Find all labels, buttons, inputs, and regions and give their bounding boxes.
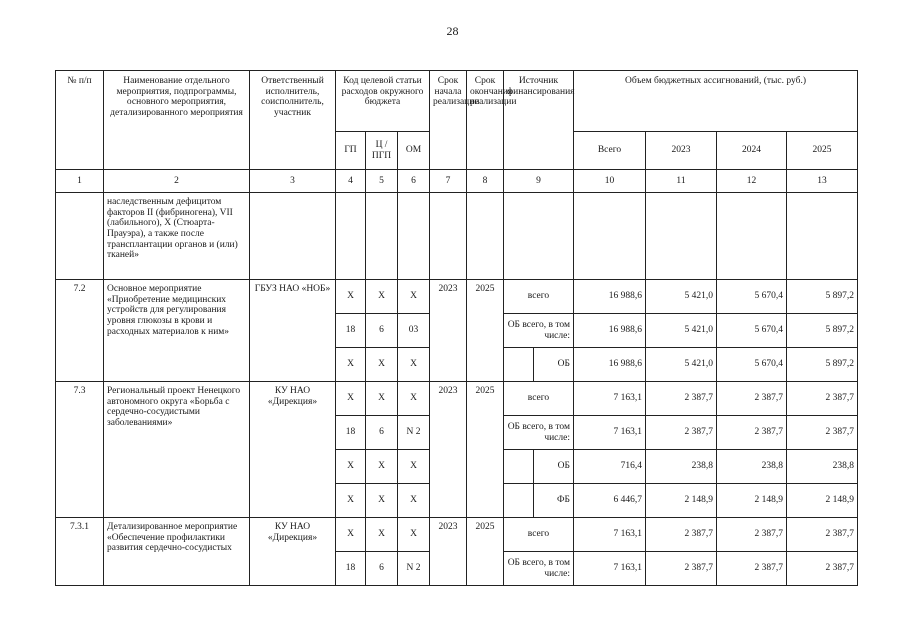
code-cpgp: Х [366, 348, 398, 382]
col-number: 9 [504, 170, 574, 193]
item-start: 2023 [430, 382, 467, 518]
code-gp: Х [336, 518, 366, 552]
funding-source: всего [504, 382, 574, 416]
item-start: 2023 [430, 280, 467, 382]
header-responsible: Ответственный исполнитель, соисполнитель, участник [250, 71, 336, 170]
col-number: 4 [336, 170, 366, 193]
item-end: 2025 [467, 280, 504, 382]
amount-total: 16 988,6 [574, 348, 646, 382]
col-number: 11 [646, 170, 717, 193]
amount-2024: 2 387,7 [717, 382, 787, 416]
table-row [56, 518, 858, 552]
code-gp: Х [336, 382, 366, 416]
funding-source: всего [504, 280, 574, 314]
item-start: 2023 [430, 518, 467, 586]
code-om: N 2 [398, 552, 430, 586]
amount-2023: 238,8 [646, 450, 717, 484]
amount-2023: 2 387,7 [646, 552, 717, 586]
continuation-row [56, 193, 858, 280]
col-number: 6 [398, 170, 430, 193]
code-cpgp: Х [366, 280, 398, 314]
amount-total: 716,4 [574, 450, 646, 484]
amount-2023: 2 148,9 [646, 484, 717, 518]
table-row [56, 382, 858, 416]
col-number: 7 [430, 170, 467, 193]
col-number: 8 [467, 170, 504, 193]
code-om: Х [398, 518, 430, 552]
header-name: Наименование отдельного мероприятия, подпрограммы, основного мероприятия, детализированного мероприятия [104, 71, 250, 170]
header-2023: 2023 [646, 132, 717, 170]
code-om: Х [398, 280, 430, 314]
item-name: Региональный проект Ненецкого автономного округа «Борьба с сердечно-сосудистыми заболеваниями» [104, 382, 250, 518]
code-gp: Х [336, 348, 366, 382]
amount-2025: 2 387,7 [787, 416, 858, 450]
amount-2024: 2 387,7 [717, 552, 787, 586]
continuation-text: наследственным дефицитом факторов II (фибриногена), VII (лабильного), X (Стюарта-Прауэра), а также после трансплантации органов и (или) тканей» [104, 193, 250, 280]
amount-2024: 5 670,4 [717, 314, 787, 348]
amount-2025: 5 897,2 [787, 314, 858, 348]
col-number: 3 [250, 170, 336, 193]
amount-2023: 2 387,7 [646, 382, 717, 416]
table-row [56, 280, 858, 314]
code-om: Х [398, 348, 430, 382]
header-volume: Объем бюджетных ассигнований, (тыс. руб.) [574, 71, 858, 132]
code-cpgp: 6 [366, 552, 398, 586]
amount-2025: 5 897,2 [787, 280, 858, 314]
amount-total: 7 163,1 [574, 552, 646, 586]
code-om: N 2 [398, 416, 430, 450]
code-cpgp: Х [366, 382, 398, 416]
code-gp: 18 [336, 416, 366, 450]
col-number: 12 [717, 170, 787, 193]
funding-source: ФБ [534, 484, 574, 518]
amount-2025: 2 148,9 [787, 484, 858, 518]
funding-source: ОБ всего, в том числе: [504, 552, 574, 586]
code-om: Х [398, 484, 430, 518]
code-cpgp: Х [366, 518, 398, 552]
item-name: Детализированное мероприятие «Обеспечение профилактики развития сердечно-сосудистых [104, 518, 250, 586]
code-cpgp: 6 [366, 416, 398, 450]
amount-2025: 5 897,2 [787, 348, 858, 382]
funding-source: ОБ всего, в том числе: [504, 416, 574, 450]
col-number: 13 [787, 170, 858, 193]
item-responsible: КУ НАО «Дирекция» [250, 518, 336, 586]
amount-2023: 5 421,0 [646, 348, 717, 382]
funding-source: ОБ [534, 348, 574, 382]
item-responsible: КУ НАО «Дирекция» [250, 382, 336, 518]
amount-2024: 2 387,7 [717, 416, 787, 450]
header-num: № п/п [56, 71, 104, 170]
funding-source: ОБ всего, в том числе: [504, 314, 574, 348]
code-gp: Х [336, 450, 366, 484]
header-start: Срок начала реализации [430, 71, 467, 170]
code-om: 03 [398, 314, 430, 348]
funding-source: ОБ [534, 450, 574, 484]
amount-total: 7 163,1 [574, 416, 646, 450]
amount-2024: 5 670,4 [717, 348, 787, 382]
code-cpgp: Х [366, 484, 398, 518]
col-number: 10 [574, 170, 646, 193]
code-om: Х [398, 450, 430, 484]
code-gp: Х [336, 280, 366, 314]
header-2025: 2025 [787, 132, 858, 170]
amount-2024: 5 670,4 [717, 280, 787, 314]
item-number: 7.3.1 [56, 518, 104, 586]
amount-2023: 2 387,7 [646, 518, 717, 552]
page-number: 28 [446, 24, 459, 38]
amount-total: 6 446,7 [574, 484, 646, 518]
code-cpgp: Х [366, 450, 398, 484]
item-end: 2025 [467, 382, 504, 518]
header-code: Код целевой статьи расходов окружного бюджета [336, 71, 430, 132]
amount-2025: 238,8 [787, 450, 858, 484]
header-om: ОМ [398, 132, 430, 170]
amount-2024: 238,8 [717, 450, 787, 484]
item-responsible: ГБУЗ НАО «НОБ» [250, 280, 336, 382]
amount-2023: 5 421,0 [646, 280, 717, 314]
budget-table [55, 70, 858, 586]
amount-2024: 2 387,7 [717, 518, 787, 552]
amount-2024: 2 148,9 [717, 484, 787, 518]
col-number: 5 [366, 170, 398, 193]
header-source: Источник финансирования [504, 71, 574, 170]
header-cpgp: Ц / ПГП [366, 132, 398, 170]
header-total: Всего [574, 132, 646, 170]
code-cpgp: 6 [366, 314, 398, 348]
item-number: 7.2 [56, 280, 104, 382]
code-gp: Х [336, 484, 366, 518]
amount-2025: 2 387,7 [787, 552, 858, 586]
amount-2023: 2 387,7 [646, 416, 717, 450]
amount-2025: 2 387,7 [787, 382, 858, 416]
column-number-row [56, 170, 858, 193]
amount-total: 16 988,6 [574, 314, 646, 348]
amount-2025: 2 387,7 [787, 518, 858, 552]
item-end: 2025 [467, 518, 504, 586]
item-name: Основное мероприятие «Приобретение медицинских устройств для регулирования уровня глюкозы в крови и расходных материалов к ним» [104, 280, 250, 382]
code-om: Х [398, 382, 430, 416]
amount-2023: 5 421,0 [646, 314, 717, 348]
amount-total: 7 163,1 [574, 518, 646, 552]
header-end: Срок окончания реализации [467, 71, 504, 170]
code-gp: 18 [336, 552, 366, 586]
amount-total: 16 988,6 [574, 280, 646, 314]
item-number: 7.3 [56, 382, 104, 518]
header-2024: 2024 [717, 132, 787, 170]
code-gp: 18 [336, 314, 366, 348]
header-gp: ГП [336, 132, 366, 170]
col-number: 1 [56, 170, 104, 193]
funding-source: всего [504, 518, 574, 552]
col-number: 2 [104, 170, 250, 193]
amount-total: 7 163,1 [574, 382, 646, 416]
